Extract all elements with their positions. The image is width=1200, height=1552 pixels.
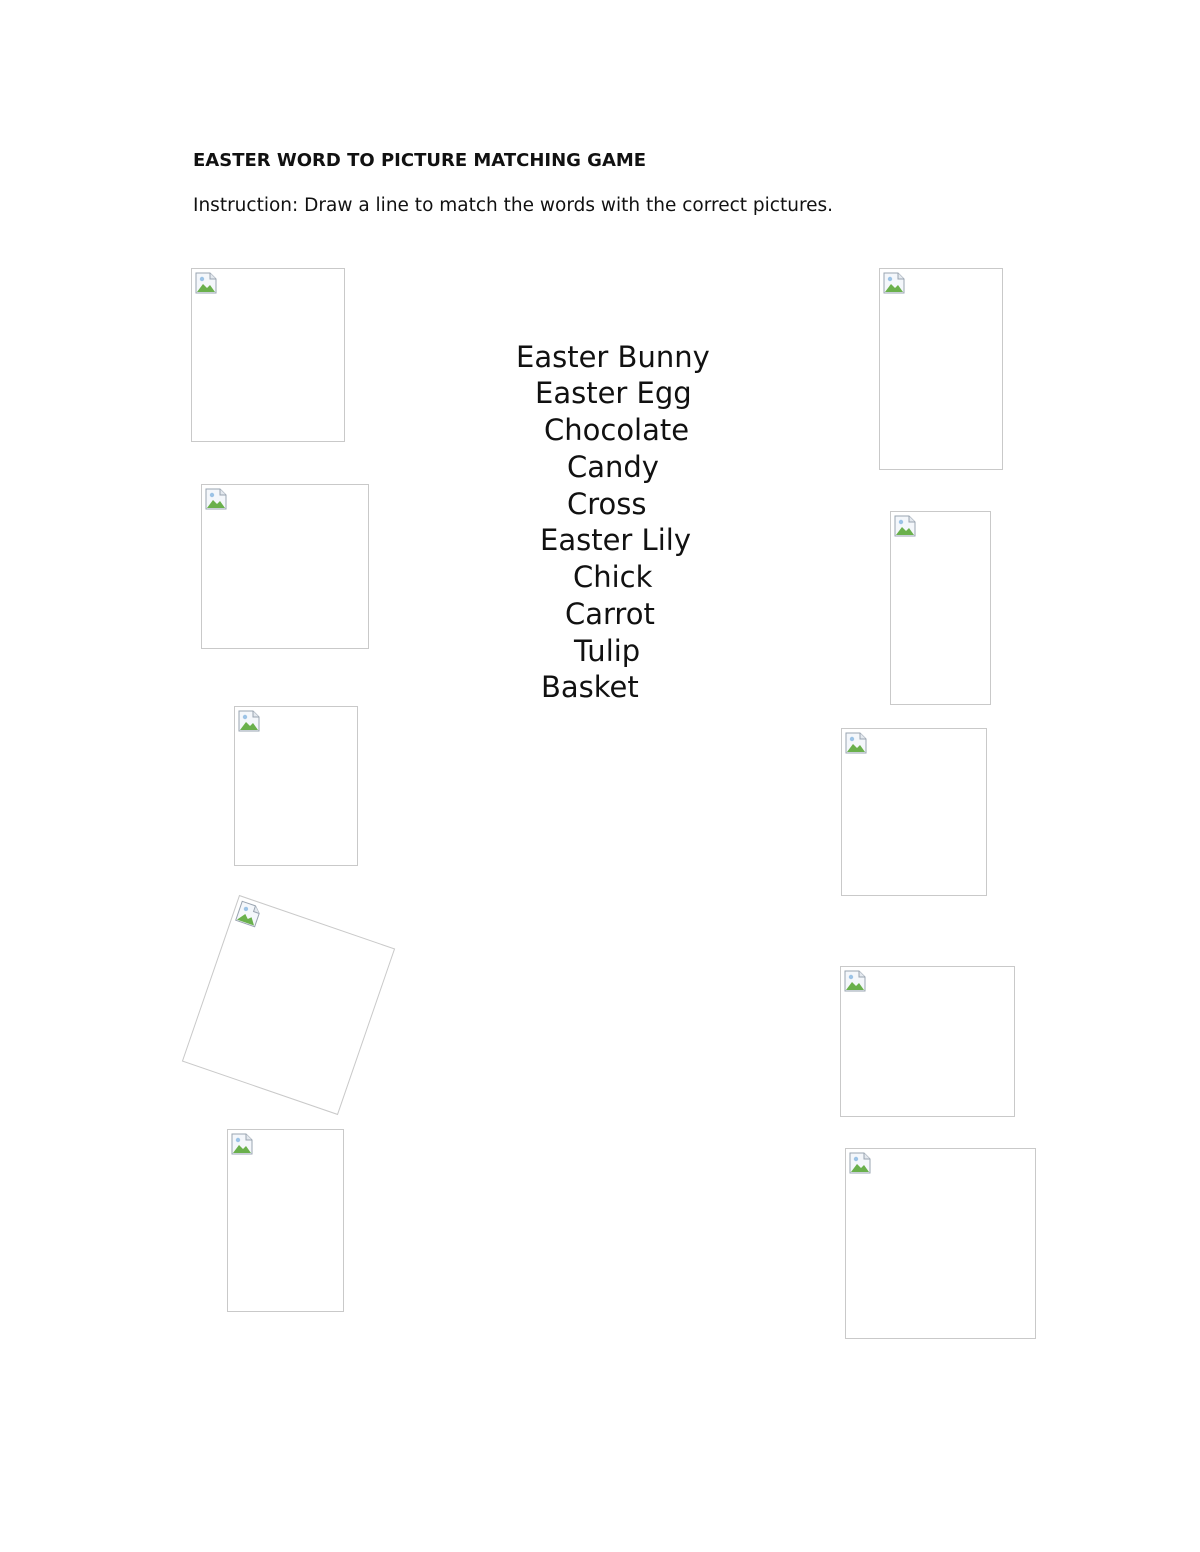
picture-frame-right-5 [845,1148,1036,1339]
word-chick: Chick [573,560,653,594]
word-carrot: Carrot [565,597,655,631]
word-basket: Basket [541,670,639,704]
broken-image-icon [194,271,218,295]
picture-frame-right-4 [840,966,1015,1117]
broken-image-icon [893,514,917,538]
broken-image-icon [237,709,261,733]
picture-frame-left-3 [234,706,358,866]
instruction-text: Instruction: Draw a line to match the words with the correct pictures. [193,195,834,216]
picture-frame-left-5 [227,1129,344,1312]
picture-frame-left-4-rotated [182,895,395,1115]
word-candy: Candy [567,450,659,484]
word-chocolate: Chocolate [544,413,690,447]
broken-image-icon [233,899,264,930]
broken-image-icon [848,1151,872,1175]
broken-image-icon [843,969,867,993]
word-easter-bunny: Easter Bunny [516,340,710,374]
worksheet-title: EASTER WORD TO PICTURE MATCHING GAME [193,150,647,171]
picture-frame-right-3 [841,728,987,896]
broken-image-icon [844,731,868,755]
broken-image-icon [882,271,906,295]
word-easter-egg: Easter Egg [535,376,692,410]
picture-frame-right-2 [890,511,991,705]
picture-frame-right-1 [879,268,1003,470]
broken-image-icon [230,1132,254,1156]
word-easter-lily: Easter Lily [540,523,691,557]
broken-image-icon [204,487,228,511]
word-tulip: Tulip [574,634,641,668]
picture-frame-left-2 [201,484,369,649]
picture-frame-left-1 [191,268,345,442]
word-cross: Cross [567,487,647,521]
